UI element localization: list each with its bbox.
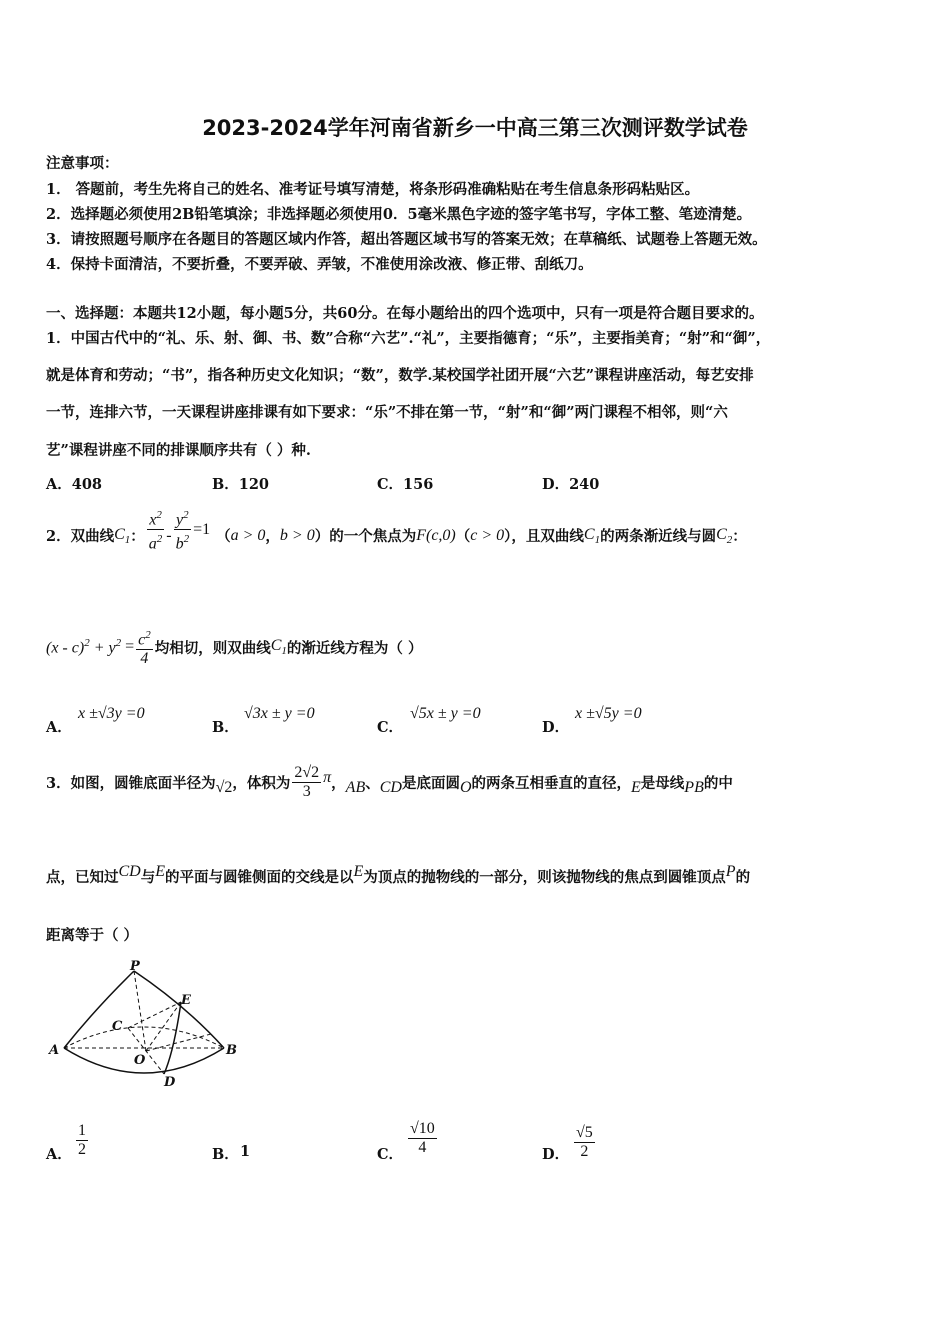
label-e: E [181, 993, 191, 1008]
q2-asym-text: 的两条渐近线与圆 [600, 528, 717, 546]
q3-e-3: E [353, 862, 364, 880]
q2-frac-y: $\frac{y^2}{b^2}$ [174, 506, 192, 554]
q2-circle-lhs: (x - c)$^2$ [46, 637, 90, 657]
q2-comma: ， [265, 528, 280, 546]
q3-t1: 3．如图，圆锥底面半径为 [46, 775, 216, 792]
q2-frac-x: $\frac{x^2}{a^2}$ [147, 506, 165, 554]
q3-option-a-label: A． [46, 1146, 72, 1163]
notice-item: 2．选择题必须使用2B铅笔填涂；非选择题必须使用0．5毫米黑色字迹的签字笔书写，字体工整、笔迹清楚。 [46, 206, 752, 223]
q3-p: P [725, 862, 736, 880]
q2-line-1 [46, 509, 747, 554]
q3-option-d-label: D． [542, 1146, 570, 1163]
q2-minus: - [166, 526, 172, 544]
parabola-arc [164, 1002, 181, 1074]
q3-o: O [459, 778, 472, 796]
label-o: O [134, 1053, 146, 1068]
q3-volume: $\frac{2√2}{3}$ [294, 764, 320, 800]
q3-line-2 [46, 862, 751, 887]
q3-line2b: 与 [140, 869, 156, 886]
q2-paren-c: （ [455, 528, 471, 546]
q2-option-d-label: D． [542, 719, 570, 736]
cone-figure [46, 956, 246, 1092]
q2-tangent-text: 均相切，则双曲线 [154, 639, 271, 657]
q2-option-b-label: B． [212, 719, 239, 736]
q3-t8: 的中 [703, 775, 733, 792]
q3-t7: 是母线 [640, 775, 685, 792]
q2-b-cond: b > 0 [279, 526, 315, 544]
q2-focus: F(c,0) [416, 526, 456, 544]
q2-ask: 的渐近线方程为（ ） [286, 639, 423, 657]
q2-prefix: 2．双曲线 [46, 528, 115, 546]
q2-eq: = [125, 638, 135, 656]
cone-axis [134, 971, 146, 1051]
q2-eq1: =1 [193, 520, 211, 538]
q3-option-c-label: C． [377, 1146, 404, 1163]
q3-option-b-value: 1 [240, 1143, 251, 1160]
q1-option-a: A．408 [46, 476, 103, 493]
label-a: A [49, 1043, 60, 1058]
q3-line-1 [46, 764, 733, 801]
q3-option-c-frac: $\frac{√10}{4}$ [410, 1120, 435, 1156]
q1-option-d: D．240 [542, 476, 600, 493]
q2-option-b-expr: √3x ± y =0 [244, 705, 315, 722]
q3-pi: π [323, 768, 332, 786]
base-back-arc [64, 1027, 224, 1048]
q3-e-2: E [155, 862, 166, 880]
segment-ce [128, 1002, 181, 1028]
label-b: B [226, 1043, 237, 1058]
q3-t6: 的两条互相垂直的直径， [471, 775, 632, 792]
q2-focus-text: ）的一个焦点为 [314, 528, 417, 546]
notice-item: 4．保持卡面清洁，不要折叠，不要弄破、弄皱，不准使用涂改液、修正带、刮纸刀。 [46, 256, 593, 273]
q2-option-a-expr: x ±√3y =0 [78, 705, 145, 722]
q3-e: E [631, 778, 641, 796]
q2-c1-b: $C_1$ [583, 525, 601, 546]
notice-heading: 注意事项： [46, 155, 119, 172]
q3-pb: PB [684, 778, 704, 796]
q1-line: 一节，连排六节，一天课程讲座排课有如下要求：“乐”不排在第一节，“射”和“御”两门课程不相邻，则“六 [46, 404, 728, 421]
q3-t4: 、 [365, 775, 380, 792]
q2-colon-2: ： [732, 528, 747, 546]
q2-c2: $C_2$ [716, 525, 733, 546]
q1-line: 1．中国古代中的“礼、乐、射、御、书、数”合称“六艺”.“礼”，主要指德育；“乐”，主要指美育；“射”和“御”， [46, 330, 771, 347]
q2-option-c-label: C． [377, 719, 404, 736]
q2-a-cond: a > 0 [230, 526, 266, 544]
q2-c1-c: $C_1$ [270, 637, 287, 658]
q2-line-2 [46, 626, 422, 668]
q2-paren: （ [216, 528, 231, 546]
q3-option-a-frac: $\frac{1}{2}$ [78, 1122, 86, 1158]
q3-t2: ，体积为 [232, 775, 291, 792]
page-title: 2023-2024学年河南省新乡一中高三第三次测评数学试卷 [202, 116, 748, 140]
q3-option-b-label: B． [212, 1146, 239, 1163]
q2-after: ），且双曲线 [504, 528, 584, 546]
q1-line: 就是体育和劳动；“书”，指各种历史文化知识；“数”，数学.某校国学社团开展“六艺”课程讲座活动，每艺安排 [46, 367, 754, 384]
q2-frac-c: $\frac{c^2}{4}$ [136, 626, 153, 668]
label-d: D [164, 1075, 176, 1090]
q3-ab: AB [345, 778, 366, 796]
q2-colon: ： [130, 528, 145, 546]
section-heading: 一、选择题：本题共12小题，每小题5分，共60分。在每小题给出的四个选项中，只有一项是符合题目要求的。 [46, 305, 764, 322]
cone-left-edge [64, 971, 134, 1048]
q3-cd-2: CD [118, 862, 141, 880]
q2-option-c-expr: √5x ± y =0 [410, 705, 481, 722]
label-c: C [112, 1019, 123, 1034]
q2-c-cond: c > 0 [470, 526, 505, 544]
q1-line: 艺”课程讲座不同的排课顺序共有（ ）种. [46, 442, 311, 459]
notice-item: 3．请按照题号顺序在各题目的答题区域内作答，超出答题区域书写的答案无效；在草稿纸、试题卷上答题无效。 [46, 231, 767, 248]
cone-right-edge [134, 971, 224, 1048]
q2-option-d-expr: x ±√5y =0 [575, 705, 642, 722]
q3-line-3: 距离等于（ ） [46, 927, 139, 944]
q3-t3: ， [331, 775, 346, 792]
notice-item: 1． 答题前，考生先将自己的姓名、准考证号填写清楚，将条形码准确粘贴在考生信息条形码粘贴区。 [46, 181, 700, 198]
q3-line2e: 的 [735, 869, 751, 886]
q2-c1: $C_1$ [114, 525, 131, 546]
q3-radius: √2 [215, 778, 233, 796]
q3-cd: CD [379, 778, 402, 796]
q1-option-b: B．120 [212, 476, 270, 493]
q3-line2d: 为顶点的抛物线的一部分，则该抛物线的焦点到圆锥顶点 [363, 869, 726, 886]
q3-t5: 是底面圆 [401, 775, 460, 792]
q3-line2c: 的平面与圆锥侧面的交线是以 [165, 869, 354, 886]
q3-line2a: 点，已知过 [46, 869, 119, 886]
q2-plus-y: + $y^2$ [93, 637, 122, 657]
q3-option-d-frac: $\frac{√5}{2}$ [576, 1124, 593, 1160]
label-p: P [130, 959, 140, 974]
q2-option-a-label: A． [46, 719, 72, 736]
q1-option-c: C．156 [377, 476, 434, 493]
